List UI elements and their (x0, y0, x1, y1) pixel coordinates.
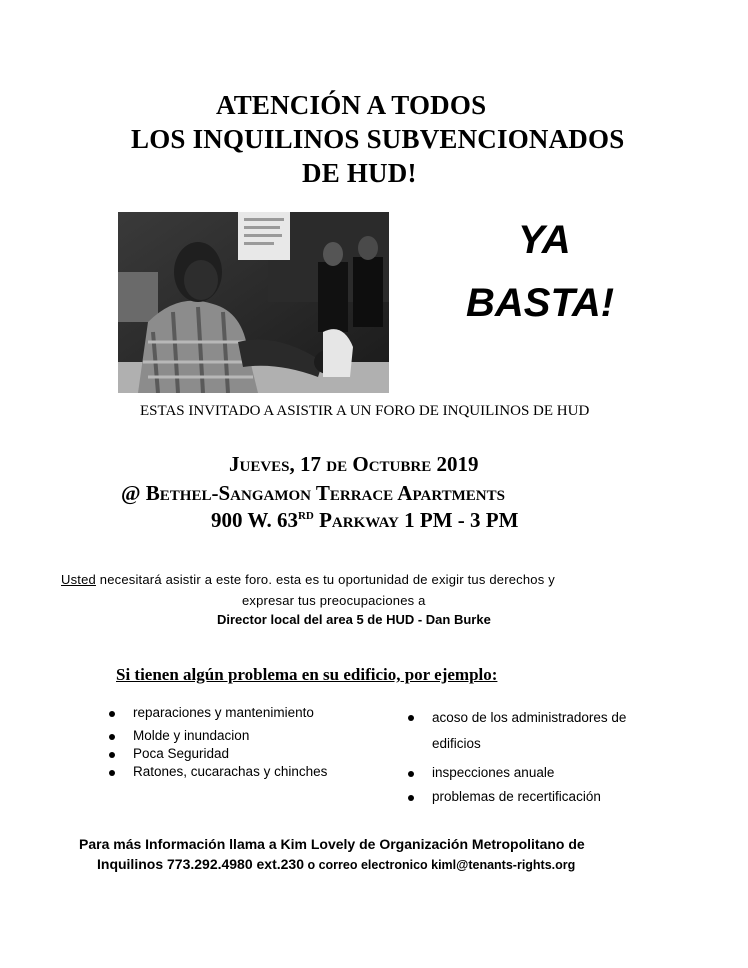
footer-phone: Inquilinos 773.292.4980 ext.230 (97, 856, 305, 872)
event-location: @ Bethel-Sangamon Terrace Apartments (121, 481, 505, 505)
bullet-icon (109, 734, 115, 740)
bullet-icon (109, 770, 115, 776)
protest-photo (118, 212, 389, 393)
problems-list-right (408, 705, 678, 804)
title-line-1: ATENCIÓN A TODOS (216, 90, 487, 120)
problems-list-left (109, 705, 389, 779)
bullet-icon (408, 715, 414, 721)
slogan-ya: YA (518, 218, 571, 262)
list-item: inspecciones anuale (408, 765, 678, 780)
footer-line-2 (97, 856, 575, 872)
message-line-2: expresar tus preocupaciones a (242, 593, 426, 608)
problems-heading: Si tienen algún problema en su edificio, por ejemplo: (116, 665, 498, 684)
bullet-icon (109, 752, 115, 758)
message-usted: Usted (61, 572, 96, 587)
list-item: Molde y inundacion (109, 728, 389, 743)
list-item: Poca Seguridad (109, 746, 389, 761)
photo-image (118, 212, 389, 393)
list-item: Ratones, cucarachas y chinches (109, 764, 389, 779)
footer-line-1: Para más Información llama a Kim Lovely de Organización Metropolitano de (79, 836, 585, 852)
list-item: acoso de los administradores de edificios (408, 705, 678, 757)
address-suffix: RD (297, 510, 314, 522)
invitation-text: ESTAS INVITADO A ASISTIR A UN FORO DE INQUILINOS DE HUD (140, 403, 590, 419)
list-item: problemas de recertificación (408, 789, 678, 804)
list-item: reparaciones y mantenimiento (109, 705, 389, 720)
event-address (211, 508, 518, 533)
bullet-icon (109, 711, 115, 717)
event-date: Jueves, 17 de Octubre 2019 (229, 452, 479, 476)
title-line-2: LOS INQUILINOS SUBVENCIONADOS (131, 124, 625, 154)
bullet-icon (408, 795, 414, 801)
bullet-icon (408, 771, 414, 777)
title-line-3: DE HUD! (302, 158, 417, 188)
message-line-1 (61, 572, 555, 587)
message-line-1-rest: necesitará asistir a este foro. esta es tu oportunidad de exigir tus derechos y (95, 572, 555, 587)
address-time: Parkway 1 PM - 3 PM (313, 508, 519, 532)
footer-email: o correo electronico kiml@tenants-rights.org (304, 858, 576, 872)
slogan-basta: BASTA! (466, 281, 615, 325)
address-number: 900 W. 63 (211, 508, 298, 532)
director-name: Director local del area 5 de HUD - Dan Burke (217, 612, 491, 627)
